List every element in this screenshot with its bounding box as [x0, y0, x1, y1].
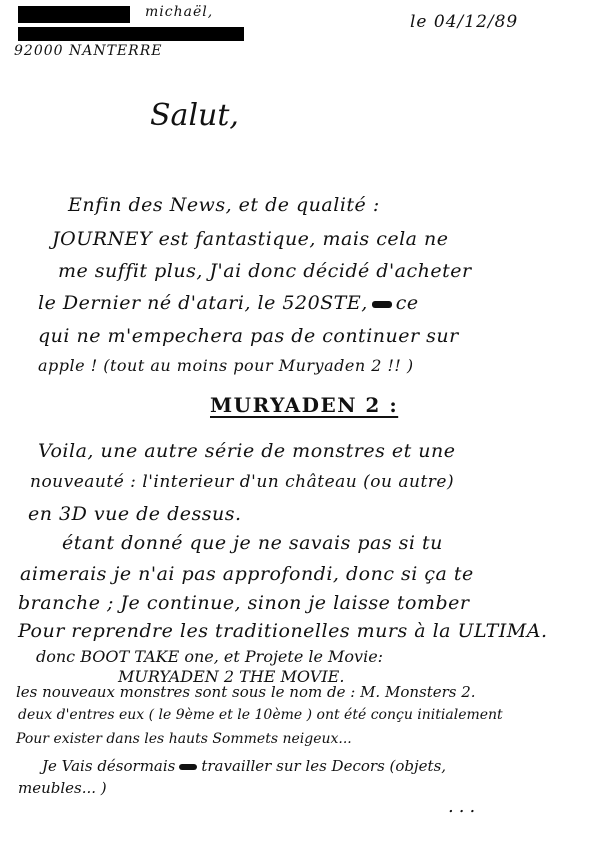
- p2-line-13-start: Je Vais désormais: [42, 757, 176, 775]
- letter-date: le 04/12/89: [410, 12, 519, 32]
- p2-line-2: nouveauté : l'interieur d'un château (ou autre): [30, 472, 455, 492]
- p1-line-3: me suffit plus, J'ai donc décidé d'acheter: [58, 260, 472, 282]
- p1-line-2: JOURNEY est fantastique, mais cela ne: [52, 228, 449, 250]
- p1-line-6: apple ! (tout au moins pour Muryaden 2 !! ): [38, 356, 414, 375]
- p2-line-7: Pour reprendre les traditionelles murs à la ULTIMA.: [18, 620, 548, 642]
- p2-line-11: deux d'entres eux ( le 9ème et le 10ème ) ont été conçu initialement: [18, 707, 503, 723]
- greeting: Salut,: [150, 98, 239, 133]
- p2-line-10: les nouveaux monstres sont sous le nom de : M. Monsters 2.: [16, 683, 476, 701]
- crossed-out-word: [372, 301, 392, 308]
- p2-line-5: aimerais je n'ai pas approfondi, donc si ça te: [20, 563, 474, 585]
- p2-line-13-end: travailler sur les Decors (objets,: [201, 757, 447, 775]
- p2-line-4: étant donné que je ne savais pas si tu: [62, 532, 443, 554]
- sender-name: michaël,: [145, 4, 214, 20]
- redacted-address: [18, 27, 244, 41]
- p1-line-5: qui ne m'empechera pas de continuer sur: [38, 325, 459, 347]
- p2-line-3: en 3D vue de dessus.: [28, 503, 242, 525]
- p1-line-4: [38, 292, 419, 314]
- section-title: MURYADEN 2 :: [210, 393, 399, 417]
- crossed-out-word: [179, 764, 197, 770]
- p2-line-13: [42, 757, 446, 775]
- p2-line-12: Pour exister dans les hauts Sommets neigeux...: [16, 731, 352, 747]
- p2-line-14: meubles... ): [18, 779, 107, 797]
- p1-line-4-text: le Dernier né d'atari, le 520STE,: [38, 292, 368, 314]
- p2-line-9: MURYADEN 2 THE MOVIE.: [118, 667, 345, 686]
- p2-line-6: branche ; Je continue, sinon je laisse tomber: [18, 592, 470, 614]
- sender-city: 92000 NANTERRE: [14, 43, 163, 59]
- p2-line-1: Voila, une autre série de monstres et une: [38, 440, 456, 462]
- p1-line-1: Enfin des News, et de qualité :: [68, 194, 380, 216]
- p1-line-4-end: ce: [395, 292, 419, 314]
- redacted-surname: [18, 6, 130, 23]
- p2-line-8: donc BOOT TAKE one, et Projete le Movie:: [36, 647, 384, 666]
- closing-dots: ...: [448, 796, 481, 817]
